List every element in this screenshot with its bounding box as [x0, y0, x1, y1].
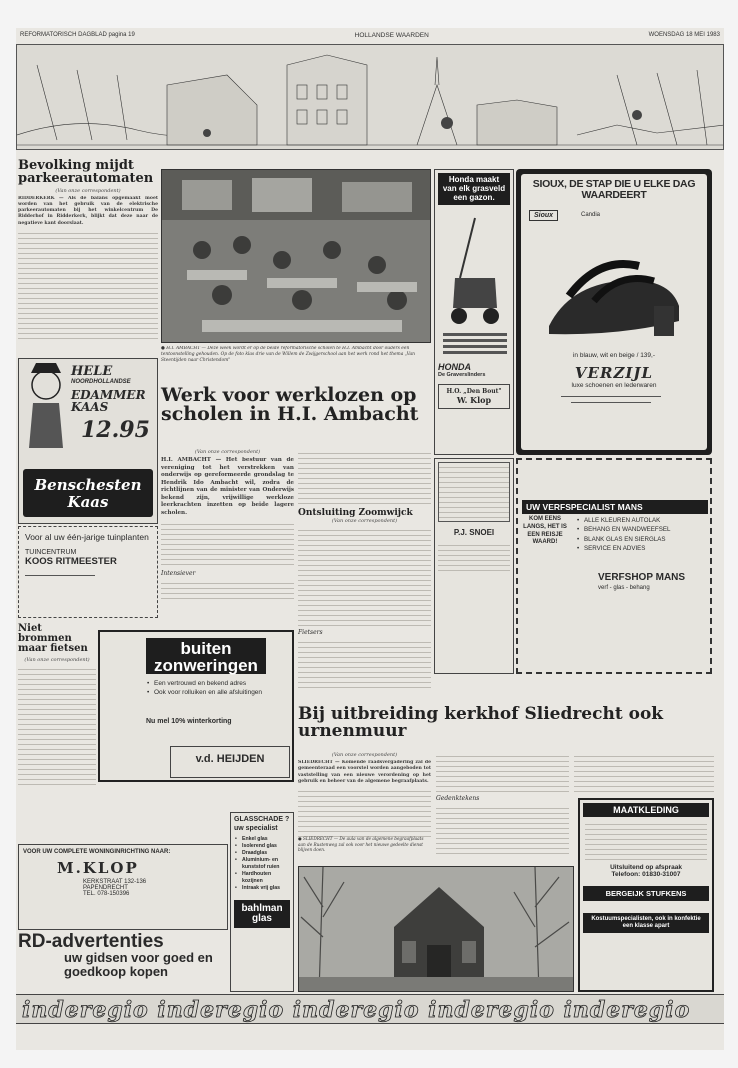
header-left: REFORMATORISCH DAGBLAD pagina 19: [20, 32, 135, 38]
zonwering-promo: Nu mel 10% winterkorting: [146, 718, 232, 725]
church-photo: [298, 866, 574, 992]
mans-title: UW VERFSPECIALIST MANS: [522, 500, 708, 514]
mans-shop-sub: verf - glas - behang: [598, 585, 650, 591]
honda-title: Honda maakt van elk grasveld een gazon.: [438, 173, 510, 205]
zoomwijck-body2: [298, 638, 431, 688]
schoenmaker-ad: [434, 458, 514, 674]
kaas-ad: [18, 358, 158, 524]
brommen-byline: (Van onze correspondent): [24, 656, 90, 663]
classroom-photo: [161, 169, 431, 343]
glas-brand: bahlman glas: [234, 900, 290, 928]
glas-item: • Intraak vrij glas: [234, 885, 290, 892]
kerkhof-col3: [574, 752, 714, 792]
werk-headline-box: [161, 386, 431, 446]
classroom-drawing: [162, 170, 431, 343]
zonwering-shop: v.d. HEIJDEN: [170, 746, 290, 778]
werk-col2: [298, 449, 431, 505]
tuin-line1: Voor al uw één-jarige tuinplanten: [25, 532, 149, 542]
maat-line: Uitsluitend op afspraak: [610, 864, 682, 871]
kaas-line2: NOORDHOLLANDSE: [71, 379, 131, 385]
sioux-phone-line: [571, 402, 651, 403]
klop-name: M.KLOP: [57, 859, 139, 877]
footer-banner-text: inderegio inderegio inderegio inderegio inderegio: [22, 997, 691, 1023]
maat-title: MAATKLEDING: [583, 803, 709, 817]
kerkhof-byline: (Van onze correspondent): [331, 752, 398, 758]
mans-items: [576, 516, 708, 553]
rd-ad: [18, 932, 228, 992]
werk-byline: (Van onze correspondent): [194, 449, 261, 455]
classroom-caption: ● H.I. AMBACHT — Deze week wordt er op de beide reformatorische scholen te H.I. Ambacht door ouders een tentoonstelling gehouden. Op de foto klas drie van de Willem de Zwijgerschool aan het werk rond het thema „Van Steentijden naar Christendom": [161, 346, 415, 363]
tuin-name: KOOS RITMEESTER: [25, 555, 117, 567]
church-drawing: [299, 867, 574, 992]
glas-item: • Draadglas: [234, 850, 290, 857]
zoomwijck-subhead: Fietsers: [298, 629, 323, 637]
sioux-inner: [521, 174, 707, 450]
mans-cta: KOM EENS LANGS, HET IS EEN REISJE WAARD!: [523, 516, 567, 546]
kerkhof-headline: [298, 706, 714, 748]
tuincentrum-ad: [18, 526, 158, 618]
schoenmaker-text: [438, 541, 510, 571]
kerkhof-body3: [436, 804, 569, 854]
glas-item: • Isolerend glas: [234, 843, 290, 850]
lawnmower-image: [435, 208, 514, 358]
klop-ad: [18, 844, 228, 930]
glas-title: GLASSCHADE ?: [234, 816, 290, 823]
klop-addr2: PAPENDRECHT: [83, 885, 128, 891]
kaas-line1: HELE: [71, 364, 113, 379]
glas-item: • Hardhouten kozijnen: [234, 871, 290, 885]
sioux-shop: VERZIJL: [574, 364, 654, 382]
brommen-body: [18, 665, 96, 785]
cheese-man-image: [21, 363, 71, 453]
kaas-line3: EDAMMER KAAS: [71, 388, 146, 414]
parkeer-body: [18, 229, 158, 339]
glas-item: • Enkel glas: [234, 836, 290, 843]
sioux-address-line: [561, 396, 661, 397]
mans-item: • SERVICE EN ADVIES: [576, 544, 708, 553]
zonwering-item: • Ook voor rolluiken en alle afsluitingen: [146, 689, 286, 698]
parkeer-title: Bevolking mijdt parkeerautomaten: [18, 158, 154, 187]
kerkhof-subhead: Gedenktekens: [436, 795, 480, 802]
zonwering-item: • Een vertrouwd en bekend adres: [146, 680, 286, 689]
brommen-title: Niet brommen maar fietsen: [18, 623, 88, 655]
werk-subhead: Intensiever: [161, 570, 196, 578]
zoomwijck-body: [298, 526, 431, 626]
church-caption: ● SLIEDRECHT — De aula van de algemene begraafplaats aan de Rustenweg zal ook voor het nieuwe gedeelte dienst blijven doen.: [298, 836, 424, 853]
kerkhof-body: [298, 787, 431, 837]
klop-addr1: KERKSTRAAT 132-136: [83, 879, 147, 885]
schoenmaker-name: P.J. SNOEI: [453, 528, 495, 537]
article-brommen: [18, 624, 96, 834]
sioux-ad: [516, 169, 712, 455]
rd-line2: uw gidsen voor goed en goedkoop kopen: [64, 950, 213, 979]
zoomwijck-title: Ontsluiting Zoomwijck: [298, 508, 413, 518]
glas-ad: [230, 812, 294, 992]
honda-shop2: W. Klop: [456, 395, 492, 406]
kerkhof-col2: [436, 752, 569, 862]
page-header: [16, 28, 724, 42]
werk-col1: [161, 449, 294, 659]
rd-line1: RD-advertenties: [18, 931, 164, 952]
mans-item: • ALLE KLEUREN AUTOLAK: [576, 516, 708, 525]
maat-shop: BERGEIJK STUFKENS: [583, 886, 709, 901]
kerkhof-body2: [436, 752, 569, 792]
tuin-shop: TUINCENTRUM: [25, 548, 77, 556]
werk-title: Werk voor werklozen op scholen in H.I. Ambacht: [161, 384, 419, 426]
honda-shop1: H.O. „Den Bout": [446, 388, 502, 396]
glas-items: [234, 836, 290, 892]
kerkhof-lead: SLIEDRECHT — Komende raadsvergadering zal de gemeenteraad een voorstel worden aangeboden tot vaststelling van een nieuwe verordening op het gebruik en beheer van de algemene begraafplaats.: [298, 760, 431, 784]
sioux-shop-sub: luxe schoenen en lederwaren: [571, 382, 657, 389]
werk-body: [161, 520, 294, 568]
maat-footer: Kostuumspecialisten, ook in konfektie een klasse apart: [583, 913, 709, 933]
glas-item: • Aluminium- en kunststof ruien: [234, 857, 290, 871]
glas-sub: uw specialist: [234, 825, 278, 832]
mans-item: • BEHANG EN WANDWEEFSEL: [576, 525, 708, 534]
article-parkeerautomaten: [18, 159, 158, 349]
kaas-shop: Benschesten Kaas: [23, 469, 153, 517]
klop-line1: VOOR UW COMPLETE WONINGINRICHTING NAAR:: [23, 849, 171, 855]
zoomwijck-byline: (Van onze correspondent): [331, 518, 398, 525]
honda-brand: HONDA: [438, 362, 471, 373]
parkeer-byline: (Van onze correspondent): [55, 187, 121, 194]
werk-body2: [161, 579, 294, 603]
honda-shop-box: [438, 384, 510, 409]
header-center: HOLLANDSE WAARDEN: [354, 31, 429, 39]
maat-text: [585, 820, 707, 860]
klop-tel: TEL. 078-150396: [83, 891, 130, 897]
illustrated-banner: [16, 44, 724, 150]
mans-ad: [516, 458, 712, 674]
article-zoomwijck: [298, 509, 431, 699]
kerkhof-title: Bij uitbreiding kerkhof Sliedrecht ook urnenmuur: [298, 704, 664, 742]
zonwering-ad: [98, 630, 294, 782]
sioux-badge: Sioux: [529, 210, 558, 221]
werk-lead: H.I. AMBACHT — Het bestuur van de vereniging tot het verstrekken van onderwijs op gereformeerde grondslag te Hendrik Ido Ambacht wil, zodra de richtlijnen van de minister van Onderwijs bekend zijn, vrijwillige werkloze leerkrachten inzetten op beide lagere scholen.: [161, 457, 294, 516]
zonwering-items: [146, 680, 286, 698]
banner-drawing: [17, 45, 724, 150]
parkeer-lead: RIDDERKERK — Als de balans opgemaakt moet worden van het gebruik van de elektrische parkeerautomaten bij het winkelcentrum De Ridderhof in Ridderkerk, blijkt dat deze naar de negatieve kant doorslaat.: [18, 195, 158, 226]
sioux-slogan: SIOUX, DE STAP DIE U ELKE DAG WAARDEERT: [532, 178, 696, 202]
zonwering-title: buiten zonweringen: [146, 638, 266, 674]
mans-shop: VERFSHOP MANS: [598, 572, 686, 583]
maat-tel: Telefoon: 01830-31007: [611, 871, 681, 878]
schoenmaker-list: [438, 462, 510, 522]
honda-ad: [434, 169, 514, 455]
sioux-model: Candia: [581, 212, 601, 218]
header-right: WOENSDAG 18 MEI 1983: [648, 32, 720, 38]
kaas-price: 12.95: [81, 417, 150, 443]
maatkleding-ad: [578, 798, 714, 992]
newspaper-page: [16, 28, 724, 1050]
footer-banner: [16, 994, 724, 1024]
sandal-image: [539, 226, 689, 346]
honda-dealer: De Graverslinders: [438, 372, 486, 379]
sioux-price: in blauw, wit en beige / 139,-: [572, 352, 656, 359]
mans-item: • BLANK GLAS EN SIERGLAS: [576, 535, 708, 544]
tuin-address-line: [25, 575, 95, 576]
